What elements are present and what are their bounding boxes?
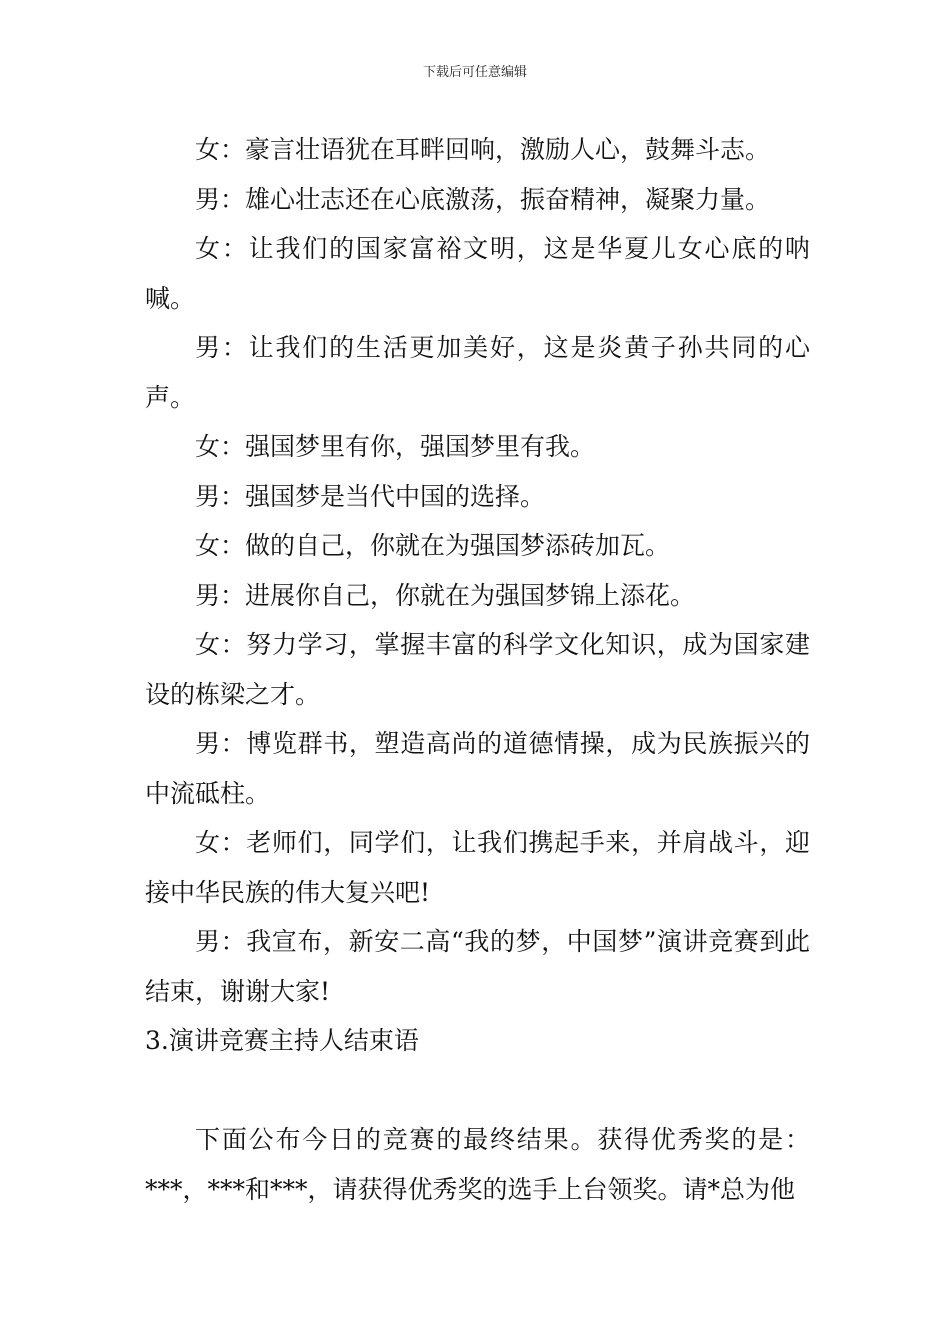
dialogue-line: 男：让我们的生活更加美好，这是炎黄子孙共同的心声。: [145, 333, 810, 412]
dialogue-line: 男：强国梦是当代中国的选择。: [195, 481, 546, 511]
closing-paragraph: 下面公布今日的竞赛的最终结果。获得优秀奖的是：***，***和***，请获得优秀奖的选手上台领奖。请*总为他: [145, 1125, 810, 1204]
dialogue-line: 男：进展你自己，你就在为强国梦锦上添花。: [195, 580, 696, 610]
dialogue-line: 男：我宣布，新安二高“我的梦，中国梦”演讲竞赛到此结束，谢谢大家!: [145, 927, 810, 1006]
document-body: [145, 125, 810, 1214]
dialogue-line: 女：做的自己，你就在为强国梦添砖加瓦。: [195, 531, 671, 560]
page-header: 下载后可任意编辑: [422, 65, 527, 80]
dialogue-line: 男：博览群书，塑造高尚的道德情操，成为民族振兴的中流砥柱。: [145, 729, 810, 808]
dialogue-line: 女：老师们，同学们，让我们携起手来，并肩战斗，迎接中华民族的伟大复兴吧!: [145, 828, 810, 907]
blank-line: [145, 1066, 810, 1116]
dialogue-line: 女：豪言壮语犹在耳畔回响，激励人心，鼓舞斗志。: [195, 135, 771, 164]
dialogue-line: 女：强国梦里有你，强国梦里有我。: [195, 432, 596, 461]
dialogue-line: 男：雄心壮志还在心底激荡，振奋精神，凝聚力量。: [195, 184, 771, 214]
dialogue-line: 女：努力学习，掌握丰富的科学文化知识，成为国家建设的栋梁之才。: [145, 630, 810, 709]
dialogue-line: 女：让我们的国家富裕文明，这是华夏儿女心底的呐喊。: [145, 234, 810, 313]
section-heading: 3.演讲竞赛主持人结束语: [145, 1026, 419, 1055]
